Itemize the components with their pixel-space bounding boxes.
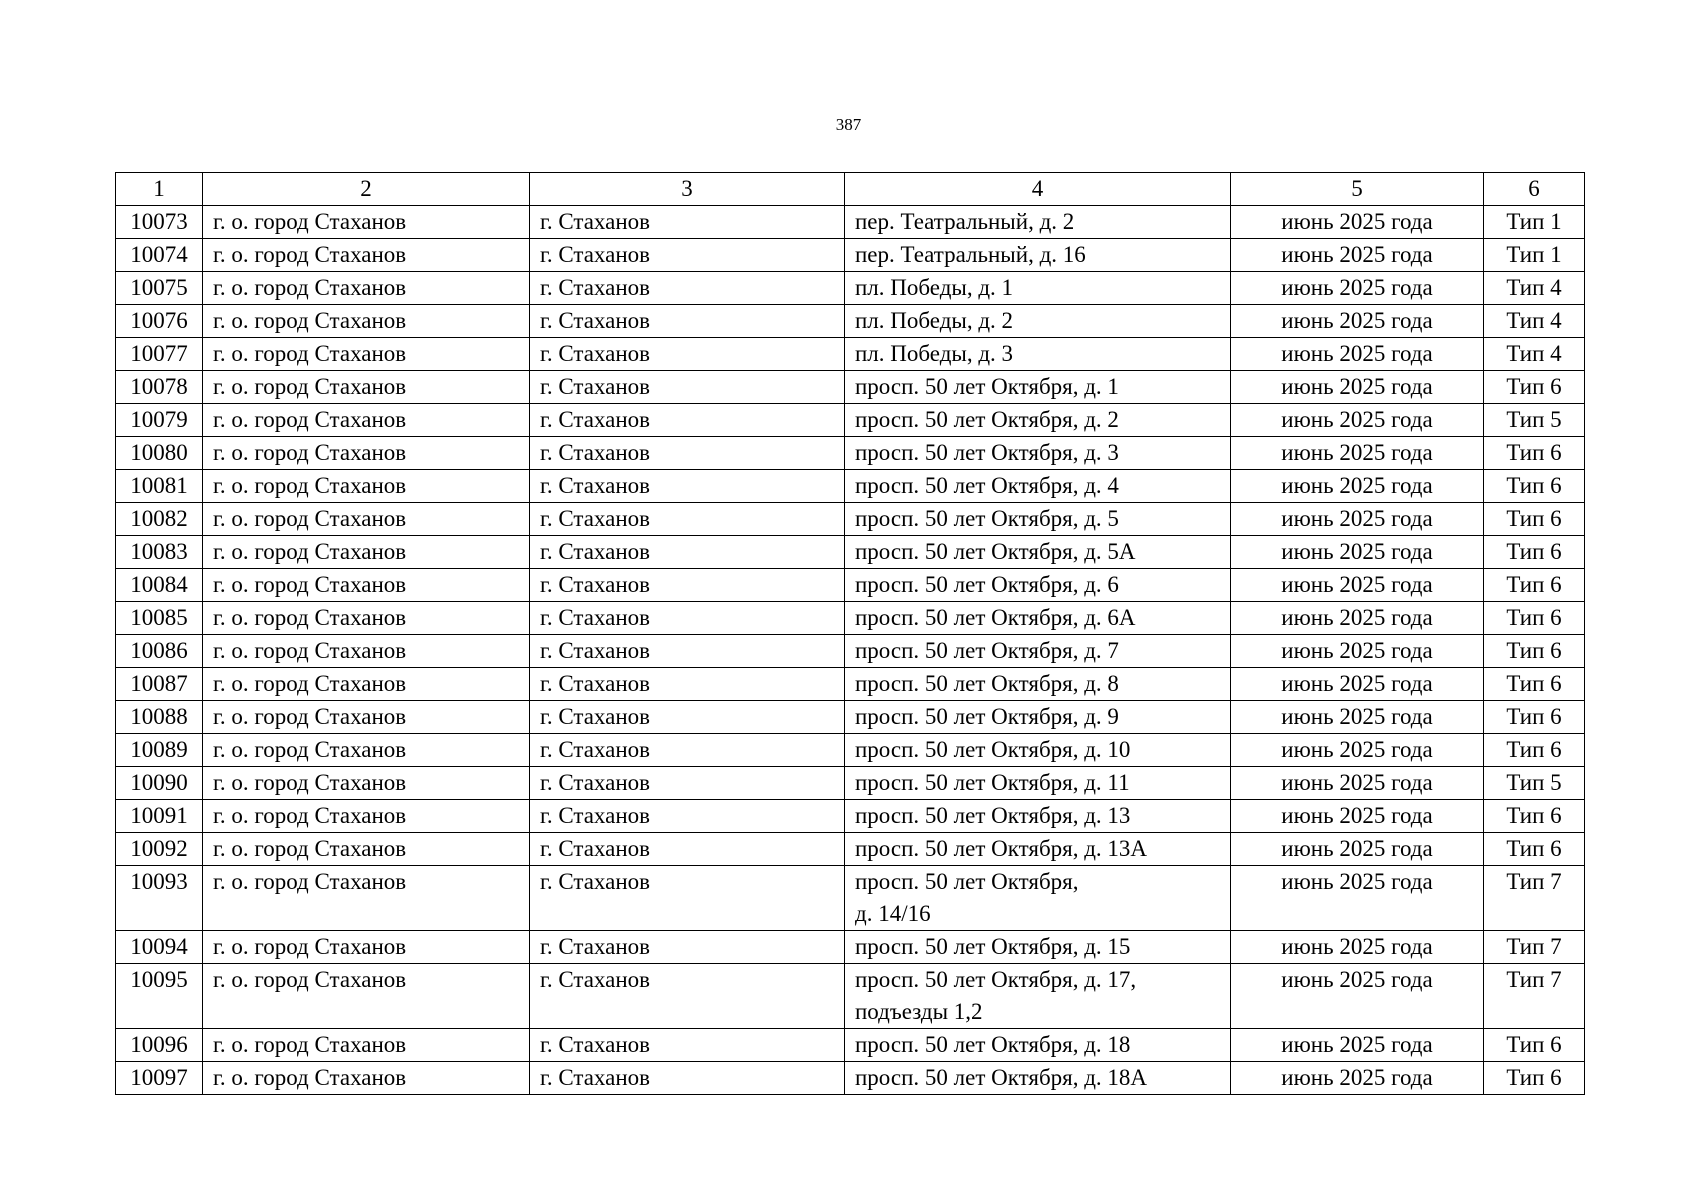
type-cell: Тип 6	[1484, 569, 1585, 602]
locality-cell: г. Стаханов	[530, 536, 845, 569]
address-cell	[845, 239, 1231, 272]
locality-cell: г. Стаханов	[530, 602, 845, 635]
date-cell: июнь 2025 года	[1231, 1062, 1484, 1095]
row-number-cell: 10089	[116, 734, 203, 767]
address-line: д. 14/16	[855, 901, 931, 926]
address-line: просп. 50 лет Октября, д. 5	[855, 506, 1119, 531]
date-cell: июнь 2025 года	[1231, 404, 1484, 437]
district-cell: г. о. город Стаханов	[203, 602, 530, 635]
locality-cell: г. Стаханов	[530, 404, 845, 437]
locality-cell: г. Стаханов	[530, 206, 845, 239]
table-row	[116, 305, 1585, 338]
address-cell	[845, 470, 1231, 503]
type-cell: Тип 5	[1484, 404, 1585, 437]
column-header-5: 5	[1231, 173, 1484, 206]
table-row	[116, 404, 1585, 437]
table-row	[116, 1029, 1585, 1062]
address-cell	[845, 272, 1231, 305]
row-number-cell: 10083	[116, 536, 203, 569]
district-cell: г. о. город Стаханов	[203, 635, 530, 668]
address-cell	[845, 1062, 1231, 1095]
row-number-cell: 10087	[116, 668, 203, 701]
row-number-cell: 10078	[116, 371, 203, 404]
row-number-cell: 10090	[116, 767, 203, 800]
table-row	[116, 206, 1585, 239]
row-number-cell: 10080	[116, 437, 203, 470]
address-line: просп. 50 лет Октября, д. 9	[855, 704, 1119, 729]
district-cell: г. о. город Стаханов	[203, 404, 530, 437]
district-cell: г. о. город Стаханов	[203, 701, 530, 734]
row-number-cell: 10096	[116, 1029, 203, 1062]
locality-cell: г. Стаханов	[530, 635, 845, 668]
locality-cell: г. Стаханов	[530, 668, 845, 701]
locality-cell: г. Стаханов	[530, 371, 845, 404]
address-line: пл. Победы, д. 2	[855, 308, 1014, 333]
table-row	[116, 239, 1585, 272]
table-row	[116, 800, 1585, 833]
page-number: 387	[835, 115, 862, 134]
table-row	[116, 635, 1585, 668]
district-cell: г. о. город Стаханов	[203, 1062, 530, 1095]
type-cell: Тип 6	[1484, 1062, 1585, 1095]
address-line: просп. 50 лет Октября, д. 11	[855, 770, 1130, 795]
locality-cell: г. Стаханов	[530, 437, 845, 470]
date-cell: июнь 2025 года	[1231, 635, 1484, 668]
address-cell	[845, 668, 1231, 701]
locality-cell: г. Стаханов	[530, 866, 845, 931]
date-cell: июнь 2025 года	[1231, 734, 1484, 767]
row-number-cell: 10081	[116, 470, 203, 503]
row-number-cell: 10073	[116, 206, 203, 239]
date-cell: июнь 2025 года	[1231, 767, 1484, 800]
address-cell	[845, 206, 1231, 239]
row-number-cell: 10094	[116, 931, 203, 964]
table-row	[116, 569, 1585, 602]
type-cell: Тип 6	[1484, 503, 1585, 536]
type-cell: Тип 6	[1484, 536, 1585, 569]
table-row	[116, 701, 1585, 734]
address-cell	[845, 800, 1231, 833]
type-cell: Тип 1	[1484, 206, 1585, 239]
table-row	[116, 470, 1585, 503]
date-cell: июнь 2025 года	[1231, 437, 1484, 470]
locality-cell: г. Стаханов	[530, 767, 845, 800]
district-cell: г. о. город Стаханов	[203, 569, 530, 602]
address-cell	[845, 602, 1231, 635]
address-line: просп. 50 лет Октября, д. 15	[855, 934, 1131, 959]
address-cell	[845, 635, 1231, 668]
table-row	[116, 1062, 1585, 1095]
table-row	[116, 602, 1585, 635]
address-line: просп. 50 лет Октября, д. 5А	[855, 539, 1136, 564]
locality-cell: г. Стаханов	[530, 503, 845, 536]
table-row	[116, 536, 1585, 569]
date-cell: июнь 2025 года	[1231, 1029, 1484, 1062]
table-row	[116, 964, 1585, 1029]
date-cell: июнь 2025 года	[1231, 866, 1484, 931]
locality-cell: г. Стаханов	[530, 1062, 845, 1095]
row-number-cell: 10092	[116, 833, 203, 866]
row-number-cell: 10084	[116, 569, 203, 602]
address-line: пл. Победы, д. 1	[855, 275, 1014, 300]
address-line: просп. 50 лет Октября, д. 7	[855, 638, 1119, 663]
table-body	[116, 173, 1585, 1095]
type-cell: Тип 6	[1484, 437, 1585, 470]
district-cell: г. о. город Стаханов	[203, 206, 530, 239]
date-cell: июнь 2025 года	[1231, 701, 1484, 734]
row-number-cell: 10095	[116, 964, 203, 1029]
locality-cell: г. Стаханов	[530, 800, 845, 833]
address-cell	[845, 964, 1231, 1029]
address-cell	[845, 833, 1231, 866]
row-number-cell: 10082	[116, 503, 203, 536]
row-number-cell: 10076	[116, 305, 203, 338]
address-line: просп. 50 лет Октября, д. 18	[855, 1032, 1131, 1057]
row-number-cell: 10075	[116, 272, 203, 305]
district-cell: г. о. город Стаханов	[203, 272, 530, 305]
type-cell: Тип 6	[1484, 734, 1585, 767]
table-row	[116, 734, 1585, 767]
locality-cell: г. Стаханов	[530, 338, 845, 371]
address-line: просп. 50 лет Октября, д. 17,	[855, 967, 1137, 992]
locality-cell: г. Стаханов	[530, 1029, 845, 1062]
address-cell	[845, 536, 1231, 569]
row-number-cell: 10086	[116, 635, 203, 668]
district-cell: г. о. город Стаханов	[203, 371, 530, 404]
locality-cell: г. Стаханов	[530, 470, 845, 503]
address-cell	[845, 404, 1231, 437]
district-cell: г. о. город Стаханов	[203, 931, 530, 964]
district-cell: г. о. город Стаханов	[203, 668, 530, 701]
type-cell: Тип 7	[1484, 931, 1585, 964]
district-cell: г. о. город Стаханов	[203, 470, 530, 503]
column-header-4: 4	[845, 173, 1231, 206]
table-row	[116, 866, 1585, 931]
address-line: просп. 50 лет Октября, д. 3	[855, 440, 1119, 465]
date-cell: июнь 2025 года	[1231, 338, 1484, 371]
address-cell	[845, 338, 1231, 371]
district-cell: г. о. город Стаханов	[203, 239, 530, 272]
address-cell	[845, 371, 1231, 404]
district-cell: г. о. город Стаханов	[203, 964, 530, 1029]
date-cell: июнь 2025 года	[1231, 569, 1484, 602]
type-cell: Тип 6	[1484, 833, 1585, 866]
date-cell: июнь 2025 года	[1231, 833, 1484, 866]
date-cell: июнь 2025 года	[1231, 931, 1484, 964]
locality-cell: г. Стаханов	[530, 964, 845, 1029]
locality-cell: г. Стаханов	[530, 701, 845, 734]
district-cell: г. о. город Стаханов	[203, 338, 530, 371]
locality-cell: г. Стаханов	[530, 734, 845, 767]
row-number-cell: 10097	[116, 1062, 203, 1095]
address-line: просп. 50 лет Октября, д. 2	[855, 407, 1119, 432]
address-line: пл. Победы, д. 3	[855, 341, 1014, 366]
district-cell: г. о. город Стаханов	[203, 866, 530, 931]
row-number-cell: 10079	[116, 404, 203, 437]
table-row	[116, 503, 1585, 536]
row-number-cell: 10085	[116, 602, 203, 635]
date-cell: июнь 2025 года	[1231, 602, 1484, 635]
address-cell	[845, 305, 1231, 338]
row-number-cell: 10074	[116, 239, 203, 272]
table-row	[116, 272, 1585, 305]
table-row	[116, 767, 1585, 800]
address-cell	[845, 931, 1231, 964]
type-cell: Тип 7	[1484, 964, 1585, 1029]
type-cell: Тип 6	[1484, 1029, 1585, 1062]
district-cell: г. о. город Стаханов	[203, 1029, 530, 1062]
row-number-cell: 10088	[116, 701, 203, 734]
address-line: пер. Театральный, д. 16	[855, 242, 1086, 267]
district-cell: г. о. город Стаханов	[203, 734, 530, 767]
type-cell: Тип 6	[1484, 800, 1585, 833]
date-cell: июнь 2025 года	[1231, 503, 1484, 536]
type-cell: Тип 4	[1484, 338, 1585, 371]
address-line: просп. 50 лет Октября, д. 10	[855, 737, 1131, 762]
address-line: просп. 50 лет Октября, д. 13	[855, 803, 1131, 828]
date-cell: июнь 2025 года	[1231, 964, 1484, 1029]
address-cell	[845, 1029, 1231, 1062]
table-row	[116, 371, 1585, 404]
district-cell: г. о. город Стаханов	[203, 305, 530, 338]
district-cell: г. о. город Стаханов	[203, 833, 530, 866]
type-cell: Тип 1	[1484, 239, 1585, 272]
district-cell: г. о. город Стаханов	[203, 437, 530, 470]
district-cell: г. о. город Стаханов	[203, 767, 530, 800]
type-cell: Тип 6	[1484, 371, 1585, 404]
table-row	[116, 833, 1585, 866]
address-line: просп. 50 лет Октября,	[855, 869, 1079, 894]
register-table	[115, 172, 1585, 1095]
date-cell: июнь 2025 года	[1231, 371, 1484, 404]
address-cell	[845, 734, 1231, 767]
table-row	[116, 931, 1585, 964]
date-cell: июнь 2025 года	[1231, 206, 1484, 239]
type-cell: Тип 6	[1484, 470, 1585, 503]
address-cell	[845, 569, 1231, 602]
date-cell: июнь 2025 года	[1231, 272, 1484, 305]
column-header-3: 3	[530, 173, 845, 206]
address-cell	[845, 767, 1231, 800]
locality-cell: г. Стаханов	[530, 305, 845, 338]
address-line: просп. 50 лет Октября, д. 18А	[855, 1065, 1148, 1090]
district-cell: г. о. город Стаханов	[203, 536, 530, 569]
table-row	[116, 668, 1585, 701]
column-header-6: 6	[1484, 173, 1585, 206]
type-cell: Тип 7	[1484, 866, 1585, 931]
address-line: просп. 50 лет Октября, д. 13А	[855, 836, 1148, 861]
locality-cell: г. Стаханов	[530, 931, 845, 964]
district-cell: г. о. город Стаханов	[203, 503, 530, 536]
address-line: просп. 50 лет Октября, д. 6	[855, 572, 1119, 597]
row-number-cell: 10093	[116, 866, 203, 931]
address-cell	[845, 866, 1231, 931]
district-cell: г. о. город Стаханов	[203, 800, 530, 833]
date-cell: июнь 2025 года	[1231, 668, 1484, 701]
column-header-2: 2	[203, 173, 530, 206]
locality-cell: г. Стаханов	[530, 272, 845, 305]
table-row	[116, 437, 1585, 470]
address-line: просп. 50 лет Октября, д. 4	[855, 473, 1119, 498]
type-cell: Тип 5	[1484, 767, 1585, 800]
date-cell: июнь 2025 года	[1231, 536, 1484, 569]
date-cell: июнь 2025 года	[1231, 470, 1484, 503]
date-cell: июнь 2025 года	[1231, 239, 1484, 272]
header-row	[116, 173, 1585, 206]
address-cell	[845, 437, 1231, 470]
column-header-1: 1	[116, 173, 203, 206]
date-cell: июнь 2025 года	[1231, 800, 1484, 833]
address-line: подъезды 1,2	[855, 999, 983, 1024]
type-cell: Тип 6	[1484, 635, 1585, 668]
row-number-cell: 10077	[116, 338, 203, 371]
locality-cell: г. Стаханов	[530, 569, 845, 602]
type-cell: Тип 4	[1484, 272, 1585, 305]
date-cell: июнь 2025 года	[1231, 305, 1484, 338]
type-cell: Тип 6	[1484, 602, 1585, 635]
address-line: просп. 50 лет Октября, д. 6А	[855, 605, 1136, 630]
address-line: пер. Театральный, д. 2	[855, 209, 1075, 234]
type-cell: Тип 6	[1484, 668, 1585, 701]
address-cell	[845, 701, 1231, 734]
table-row	[116, 338, 1585, 371]
locality-cell: г. Стаханов	[530, 239, 845, 272]
address-line: просп. 50 лет Октября, д. 1	[855, 374, 1119, 399]
type-cell: Тип 4	[1484, 305, 1585, 338]
row-number-cell: 10091	[116, 800, 203, 833]
type-cell: Тип 6	[1484, 701, 1585, 734]
address-cell	[845, 503, 1231, 536]
locality-cell: г. Стаханов	[530, 833, 845, 866]
address-line: просп. 50 лет Октября, д. 8	[855, 671, 1119, 696]
